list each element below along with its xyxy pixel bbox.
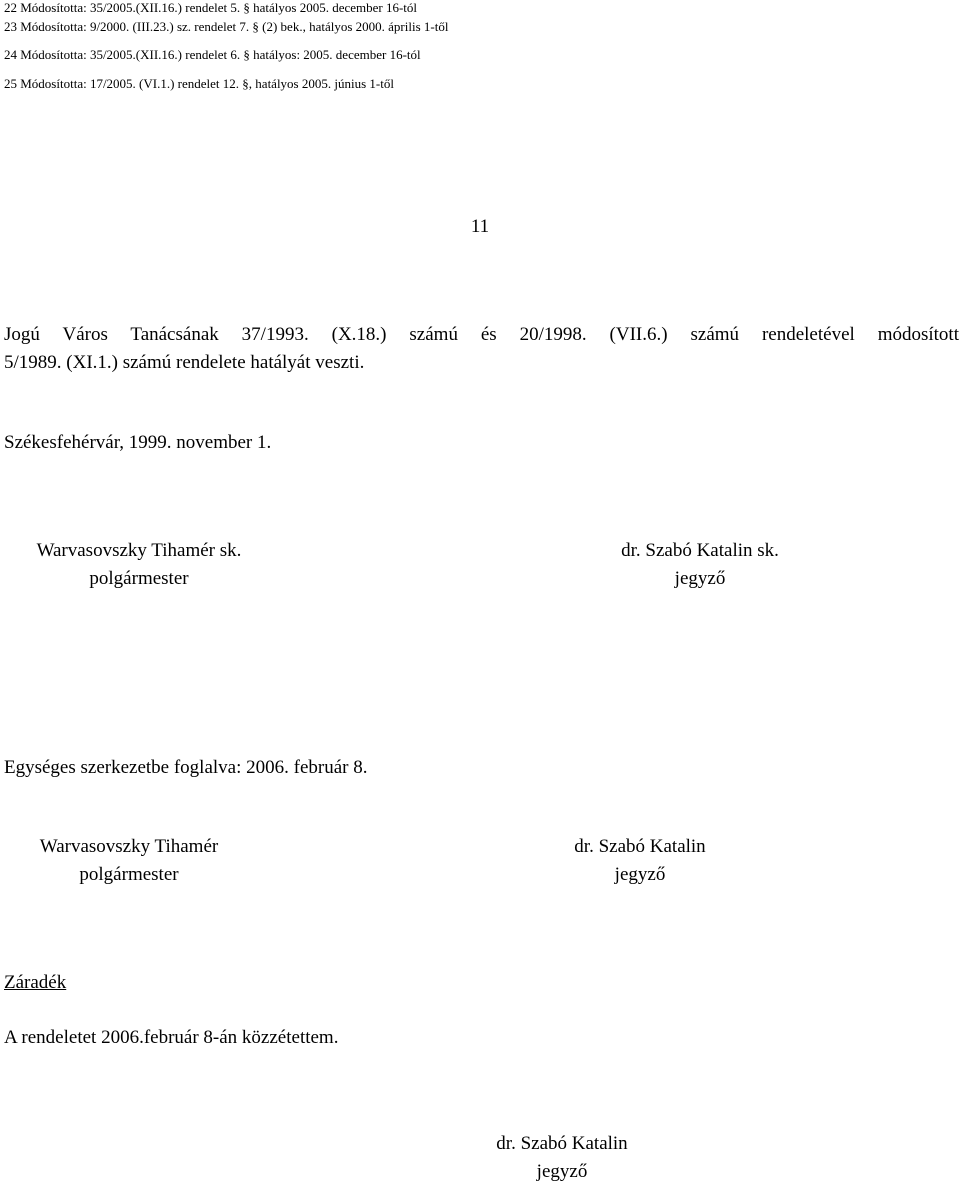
signer-title: jegyző (536, 1161, 588, 1182)
signer-title: polgármester (89, 568, 189, 589)
signature-mayor-consolidated (0, 833, 258, 889)
signer-title: jegyző (614, 864, 666, 885)
footnote-22: 22 Módosította: 35/2005.(XII.16.) rendelet 5. § hatályos 2005. december 16-tól (4, 0, 418, 15)
footnote-25: 25 Módosította: 17/2005. (VI.1.) rendelet 12. §, hatályos 2005. június 1-től (4, 76, 394, 91)
signer-title: jegyző (674, 568, 726, 589)
signer-name: Warvasovszky Tihamér (39, 836, 219, 857)
repeal-paragraph-line-2: 5/1989. (XI.1.) számú rendelete hatályát veszti. (4, 352, 365, 373)
signer-name: dr. Szabó Katalin sk. (621, 540, 779, 561)
clause-title: Záradék (4, 972, 67, 993)
footnote-23: 23 Módosította: 9/2000. (III.23.) sz. rendelet 7. § (2) bek., hatályos 2000. április 1-től (4, 19, 449, 34)
signer-name: dr. Szabó Katalin (574, 836, 706, 857)
repeal-paragraph-line-1: Jogú Város Tanácsának 37/1993. (X.18.) számú és 20/1998. (VII.6.) számú rendeletével módosított (4, 324, 959, 345)
signer-title: polgármester (79, 864, 179, 885)
signer-name: Warvasovszky Tihamér sk. (36, 540, 242, 561)
signature-notary-clause (462, 1130, 662, 1186)
signer-name: dr. Szabó Katalin (496, 1133, 628, 1154)
footnote-24: 24 Módosította: 35/2005.(XII.16.) rendelet 6. § hatályos: 2005. december 16-tól (4, 47, 421, 62)
clause-text: A rendeletet 2006.február 8-án közzétettem. (4, 1027, 339, 1048)
signature-notary-original (580, 537, 820, 593)
signature-mayor-original (4, 537, 274, 593)
signature-notary-consolidated (540, 833, 740, 889)
section-number: 11 (470, 216, 490, 237)
consolidation-statement: Egységes szerkezetbe foglalva: 2006. február 8. (4, 757, 368, 778)
place-date: Székesfehérvár, 1999. november 1. (4, 432, 272, 453)
